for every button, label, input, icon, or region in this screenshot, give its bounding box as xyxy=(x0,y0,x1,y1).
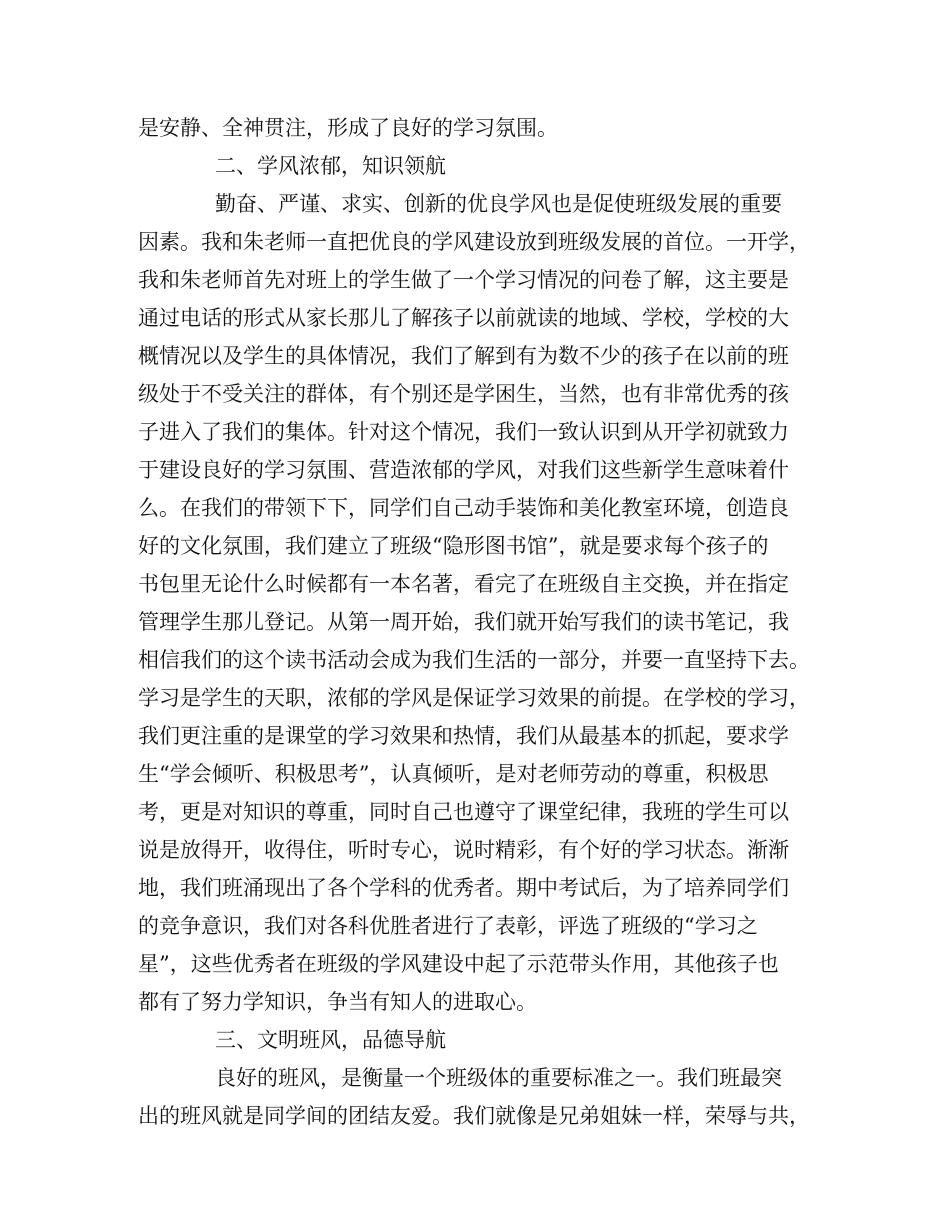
text-line: 星”，这些优秀者在班级的学风建设中起了示范带头作用，其他孩子也 xyxy=(138,952,779,976)
text-line: 管理学生那儿登记。从第一周开始，我们就开始写我们的读书笔记，我 xyxy=(138,610,789,634)
text-line: 是安静、全神贯注，形成了良好的学习氛围。 xyxy=(138,116,558,140)
text-line: 我们更注重的是课堂的学习效果和热情，我们从最基本的抓起，要求学 xyxy=(138,724,789,748)
text-line: 概情况以及学生的具体情况，我们了解到有为数不少的孩子在以前的班 xyxy=(138,344,789,368)
text-line: 学习是学生的天职，浓郁的学风是保证学习效果的前提。在学校的学习， xyxy=(138,686,810,710)
section-heading: 三、文明班风，品德导航 xyxy=(215,1028,446,1052)
text-line: 级处于不受关注的群体，有个别还是学困生，当然，也有非常优秀的孩 xyxy=(138,382,789,406)
text-line: 好的文化氛围，我们建立了班级“隐形图书馆”，就是要求每个孩子的 xyxy=(138,534,769,558)
text-line: 生“学会倾听、积极思考”，认真倾听，是对老师劳动的尊重，积极思 xyxy=(138,762,769,786)
text-line: 通过电话的形式从家长那儿了解孩子以前就读的地域、学校，学校的大 xyxy=(138,306,789,330)
text-line: 说是放得开，收得住，听时专心，说时精彩，有个好的学习状态。渐渐 xyxy=(138,838,789,862)
text-line: 勤奋、严谨、求实、创新的优良学风也是促使班级发展的重要 xyxy=(215,192,782,216)
text-line: 的竞争意识，我们对各科优胜者进行了表彰，评选了班级的“学习之 xyxy=(138,914,758,938)
text-line: 我和朱老师首先对班上的学生做了一个学习情况的问卷了解，这主要是 xyxy=(138,268,789,292)
text-line: 么。在我们的带领下下，同学们自己动手装饰和美化教室环境，创造良 xyxy=(138,496,789,520)
text-line: 书包里无论什么时候都有一本名著，看完了在班级自主交换，并在指定 xyxy=(138,572,789,596)
text-line: 良好的班风，是衡量一个班级体的重要标准之一。我们班最突 xyxy=(215,1066,782,1090)
text-line: 因素。我和朱老师一直把优良的学风建设放到班级发展的首位。一开学， xyxy=(138,230,810,254)
text-line: 子进入了我们的集体。针对这个情况，我们一致认识到从开学初就致力 xyxy=(138,420,789,444)
text-line: 都有了努力学知识，争当有知人的进取心。 xyxy=(138,990,537,1014)
text-line: 相信我们的这个读书活动会成为我们生活的一部分，并要一直坚持下去。 xyxy=(138,648,810,672)
text-line: 考，更是对知识的尊重，同时自己也遵守了课堂纪律，我班的学生可以 xyxy=(138,800,789,824)
text-line: 出的班风就是同学间的团结友爱。我们就像是兄弟姐妹一样，荣辱与共， xyxy=(138,1104,810,1128)
text-line: 地，我们班涌现出了各个学科的优秀者。期中考试后，为了培养同学们 xyxy=(138,876,789,900)
section-heading: 二、学风浓郁，知识领航 xyxy=(215,154,446,178)
text-line: 于建设良好的学习氛围、营造浓郁的学风，对我们这些新学生意味着什 xyxy=(138,458,789,482)
